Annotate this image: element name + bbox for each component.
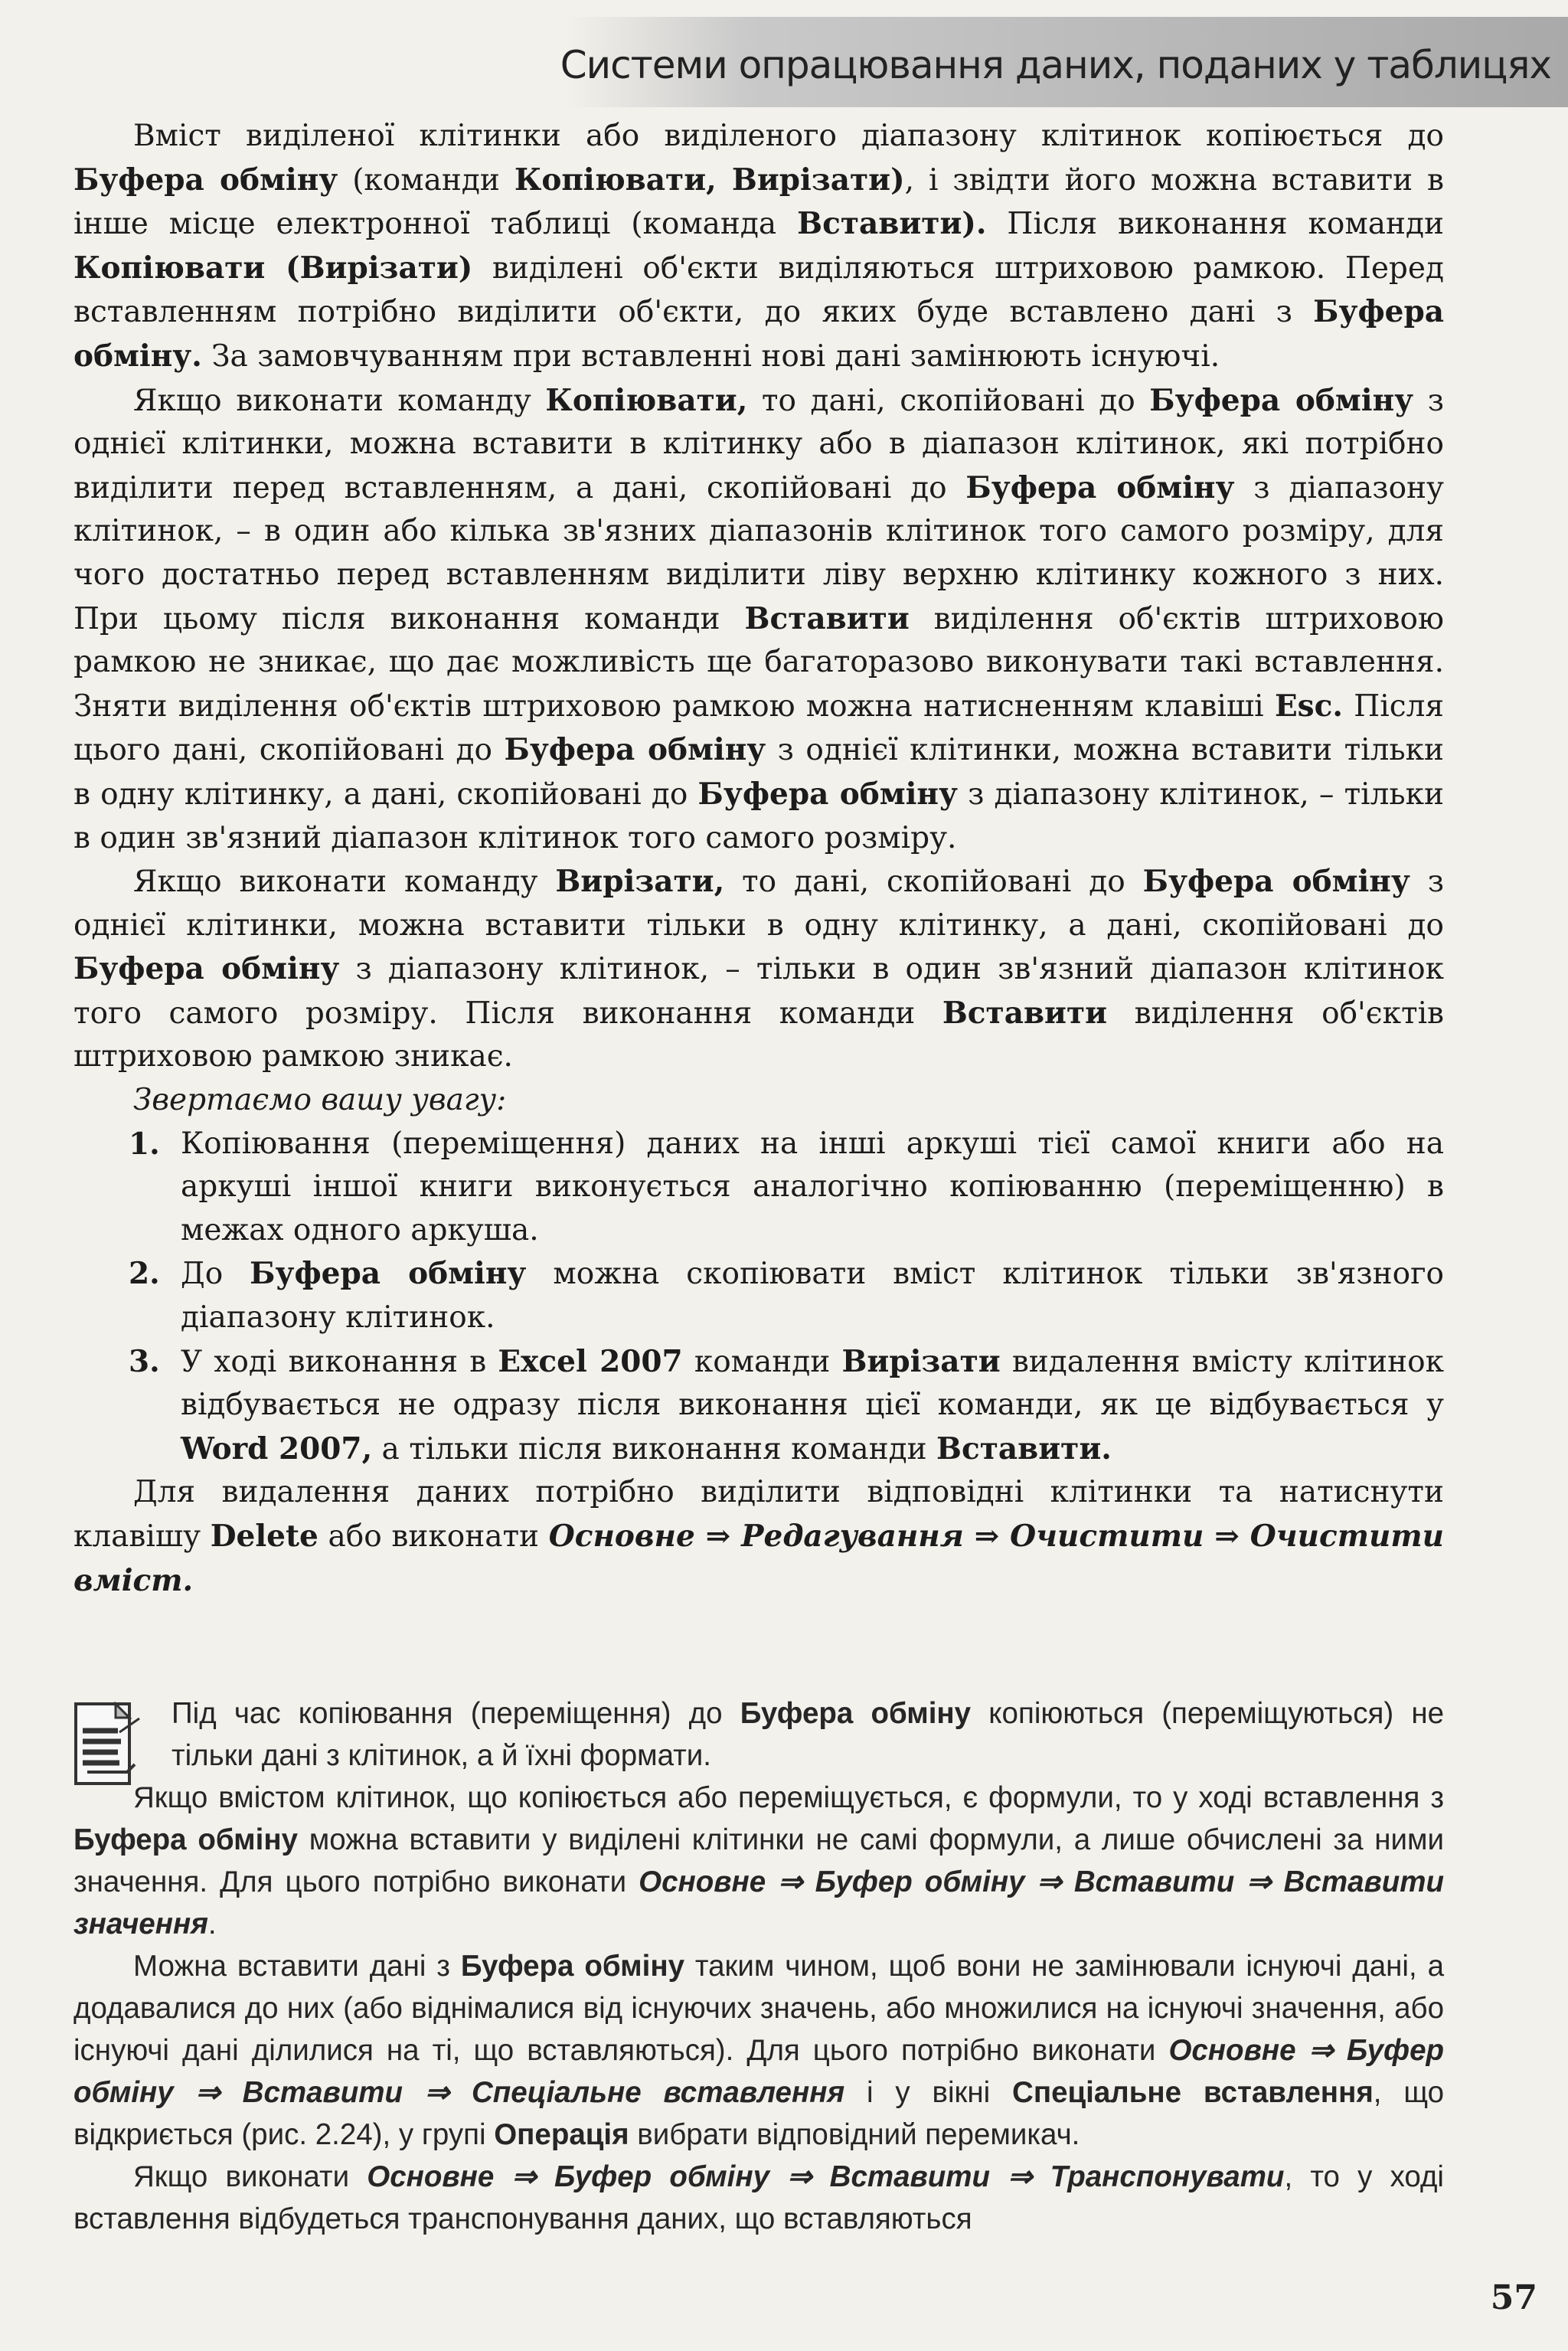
attention-list	[74, 1123, 1444, 1472]
term-delete-key: Delete	[210, 1519, 318, 1554]
text-run: видалення вмісту клітинок відбувається не одразу після виконання цієї команди, як це відбувається у	[181, 1344, 1444, 1423]
text-run: то дані, скопійовані до	[747, 383, 1150, 418]
menu-path: Основне ⇒ Буфер обміну ⇒ Вставити ⇒ Вставити значення	[74, 1865, 1444, 1941]
text-run: виділені об'єкти виділяються штриховою рамкою. Перед вставленням потрібно виділити об'єкти, до яких буде вставлено дані з	[74, 250, 1444, 330]
text-run: Якщо вмістом клітинок, що копіюється або переміщується, є формули, то у ході вставлення з	[133, 1781, 1444, 1814]
text-run: Якщо виконати	[133, 2160, 368, 2193]
term-copy-cut: Копіювати (Вирізати)	[74, 250, 473, 286]
paragraph-clipboard-copy	[74, 115, 1444, 379]
text-run: копіюються (переміщуються) не тільки дані з клітинок, а й їхні формати.	[172, 1697, 1445, 1772]
page-number: 57	[1490, 2278, 1537, 2317]
paragraph-cut-command	[74, 860, 1444, 1079]
main-text	[74, 115, 1444, 1603]
term-paste: Вставити).	[797, 206, 987, 242]
text-run: Під час копіювання (переміщення) до	[172, 1697, 740, 1730]
text-run: а тільки після виконання команди	[372, 1431, 936, 1467]
text-run: Можна вставити дані з	[133, 1950, 461, 1983]
term-excel: Excel 2007	[498, 1343, 683, 1379]
text-run: команди	[682, 1344, 842, 1379]
list-item	[74, 1252, 1444, 1339]
text-run: Вміст виділеної клітинки або виділеного діапазону клітинок копіюється до	[133, 119, 1444, 153]
term-cut: Вирізати,	[555, 864, 725, 900]
text-run: то дані, скопійовані до	[724, 865, 1143, 900]
attention-heading: Звертаємо вашу увагу:	[133, 1083, 507, 1118]
term-clipboard: Буфера обміну	[74, 162, 338, 198]
text-run: Якщо виконати команду	[133, 383, 546, 418]
term-paste: Вставити.	[936, 1431, 1112, 1467]
chapter-header-band	[560, 17, 1568, 107]
term-word: Word 2007,	[181, 1431, 373, 1467]
text-run: і у вікні	[844, 2076, 1013, 2109]
text-run: За замовчуванням при вставленні нові дані замінюють існуючі.	[201, 338, 1220, 374]
term-clipboard: Буфера обміну	[504, 732, 766, 768]
text-run: Після виконання команди	[986, 207, 1444, 242]
text-run: з діапазону клітинок, – в один або кілька зв'язних діапазонів клітинок того самого розміру, для чого достатньо перед вставленням виділити ліву верхню клітинку кожного з них. При цьому після виконання команди	[74, 470, 1444, 636]
note-text	[74, 1692, 1444, 2240]
paragraph-copy-command	[74, 379, 1444, 861]
text-run: виділення об'єктів штриховою рамкою зникає.	[74, 996, 1444, 1074]
term-clipboard: Буфера обміну	[697, 776, 958, 812]
text-run: з діапазону клітинок, – тільки в один зв'язний діапазон клітинок того самого розміру. Після виконання команди	[74, 952, 1444, 1031]
term-paste: Вставити	[942, 995, 1108, 1031]
term-clipboard: Буфера обміну	[1142, 864, 1410, 900]
list-number: 3.	[129, 1343, 160, 1379]
text-run: з однієї клітинки, можна вставити тільки в одну клітинку, а дані, скопійовані до	[74, 865, 1444, 943]
note-paragraph-transpose	[74, 2156, 1444, 2240]
term-paste: Вставити	[744, 600, 910, 636]
text-run: , і звідти його можна вставити в інше місце електронної таблиці (команда	[74, 162, 1445, 242]
text-run: .	[207, 1908, 217, 1941]
text-run: , що відкриється (рис. 2.24), у групі	[74, 2076, 1444, 2151]
term-clipboard: Буфера обміну	[1149, 382, 1414, 418]
text-run: Якщо виконати команду	[133, 865, 556, 900]
term-clipboard: Буфера обміну	[460, 1950, 685, 1983]
text-run: До	[181, 1257, 250, 1292]
term-clipboard: Буфера обміну	[74, 951, 340, 987]
term-special-paste: Спеціальне вставлення	[1012, 2076, 1374, 2109]
term-commands: Копіювати, Вирізати)	[514, 162, 905, 198]
chapter-title: Системи опрацювання даних, поданих у таблицях	[560, 43, 1551, 87]
list-number: 1.	[129, 1126, 160, 1162]
term-cut: Вирізати	[841, 1343, 1001, 1379]
note-paragraph-values	[74, 1777, 1444, 1945]
menu-path: Основне ⇒ Буфер обміну ⇒ Вставити ⇒ Транспонувати	[367, 2160, 1285, 2193]
text-run: можна скопіювати вміст клітинок тільки зв'язного діапазону клітинок.	[181, 1257, 1444, 1336]
text-run: Для видалення даних потрібно виділити відповідні клітинки та натиснути клавішу	[74, 1475, 1444, 1554]
text-run: У ході виконання в	[181, 1344, 498, 1379]
term-clipboard: Буфера обміну	[740, 1697, 972, 1730]
term-operation: Операція	[494, 2118, 629, 2151]
note-paragraph-special-paste	[74, 1945, 1444, 2156]
menu-path: Основне ⇒ Буфер обміну ⇒ Вставити ⇒ Спеціальне вставлення	[74, 2034, 1445, 2109]
text-run: можна вставити у виділені клітинки не самі формули, а лише обчислені за ними значення. Для цього потрібно виконати	[74, 1823, 1444, 1898]
menu-path: Основне ⇒ Редагування ⇒ Очистити ⇒ Очистити вміст.	[74, 1519, 1444, 1598]
list-number: 2.	[129, 1256, 160, 1292]
term-clipboard: Буфера обміну	[250, 1256, 527, 1292]
paragraph-delete	[74, 1471, 1444, 1603]
text-run: Копіювання (переміщення) даних на інші аркуші тієї самої книги або на аркуші іншої книги виконується аналогічно копіюванню (переміщенню) в межах одного аркуша.	[181, 1126, 1444, 1247]
text-run: таким чином, щоб вони не замінювали існуючі дані, а додавалися до них (або віднімалися від існуючих значень, або множилися на існуючі значення, або існуючі дані ділилися на ті, що вставляються). Для цього потрібно виконати	[74, 1950, 1444, 2067]
text-run: з діапазону клітинок, – тільки в один зв'язний діапазон клітинок того самого розміру.	[74, 777, 1445, 855]
text-run: або виконати	[318, 1519, 549, 1554]
text-run: , то у ході вставлення відбудеться транспонування даних, що вставляються	[74, 2160, 1444, 2235]
term-clipboard: Буфера обміну.	[74, 294, 1444, 374]
term-esc-key: Esc.	[1274, 688, 1343, 724]
list-item	[74, 1340, 1444, 1472]
note-paragraph-formats	[74, 1692, 1444, 1777]
text-run: з однієї клітинки, можна вставити тільки в одну клітинку, а дані, скопійовані до	[74, 733, 1445, 812]
text-run: виділення об'єктів штриховою рамкою не зникає, що дає можливість ще багаторазово виконувати такі вставлення. Зняти виділення об'єктів штриховою рамкою можна натисненням клавіші	[74, 601, 1444, 724]
text-run: Після цього дані, скопійовані до	[74, 688, 1444, 768]
term-clipboard: Буфера обміну	[74, 1823, 299, 1856]
text-run: (команди	[338, 162, 514, 198]
list-item	[74, 1123, 1444, 1253]
text-run: з однієї клітинки, можна вставити в клітинку або в діапазон клітинок, які потрібно виділити перед вставленням, а дані, скопійовані до	[74, 383, 1444, 505]
term-clipboard: Буфера обміну	[965, 469, 1235, 505]
term-copy: Копіювати,	[545, 382, 748, 418]
text-run: вибрати відповідний перемикач.	[629, 2118, 1080, 2151]
